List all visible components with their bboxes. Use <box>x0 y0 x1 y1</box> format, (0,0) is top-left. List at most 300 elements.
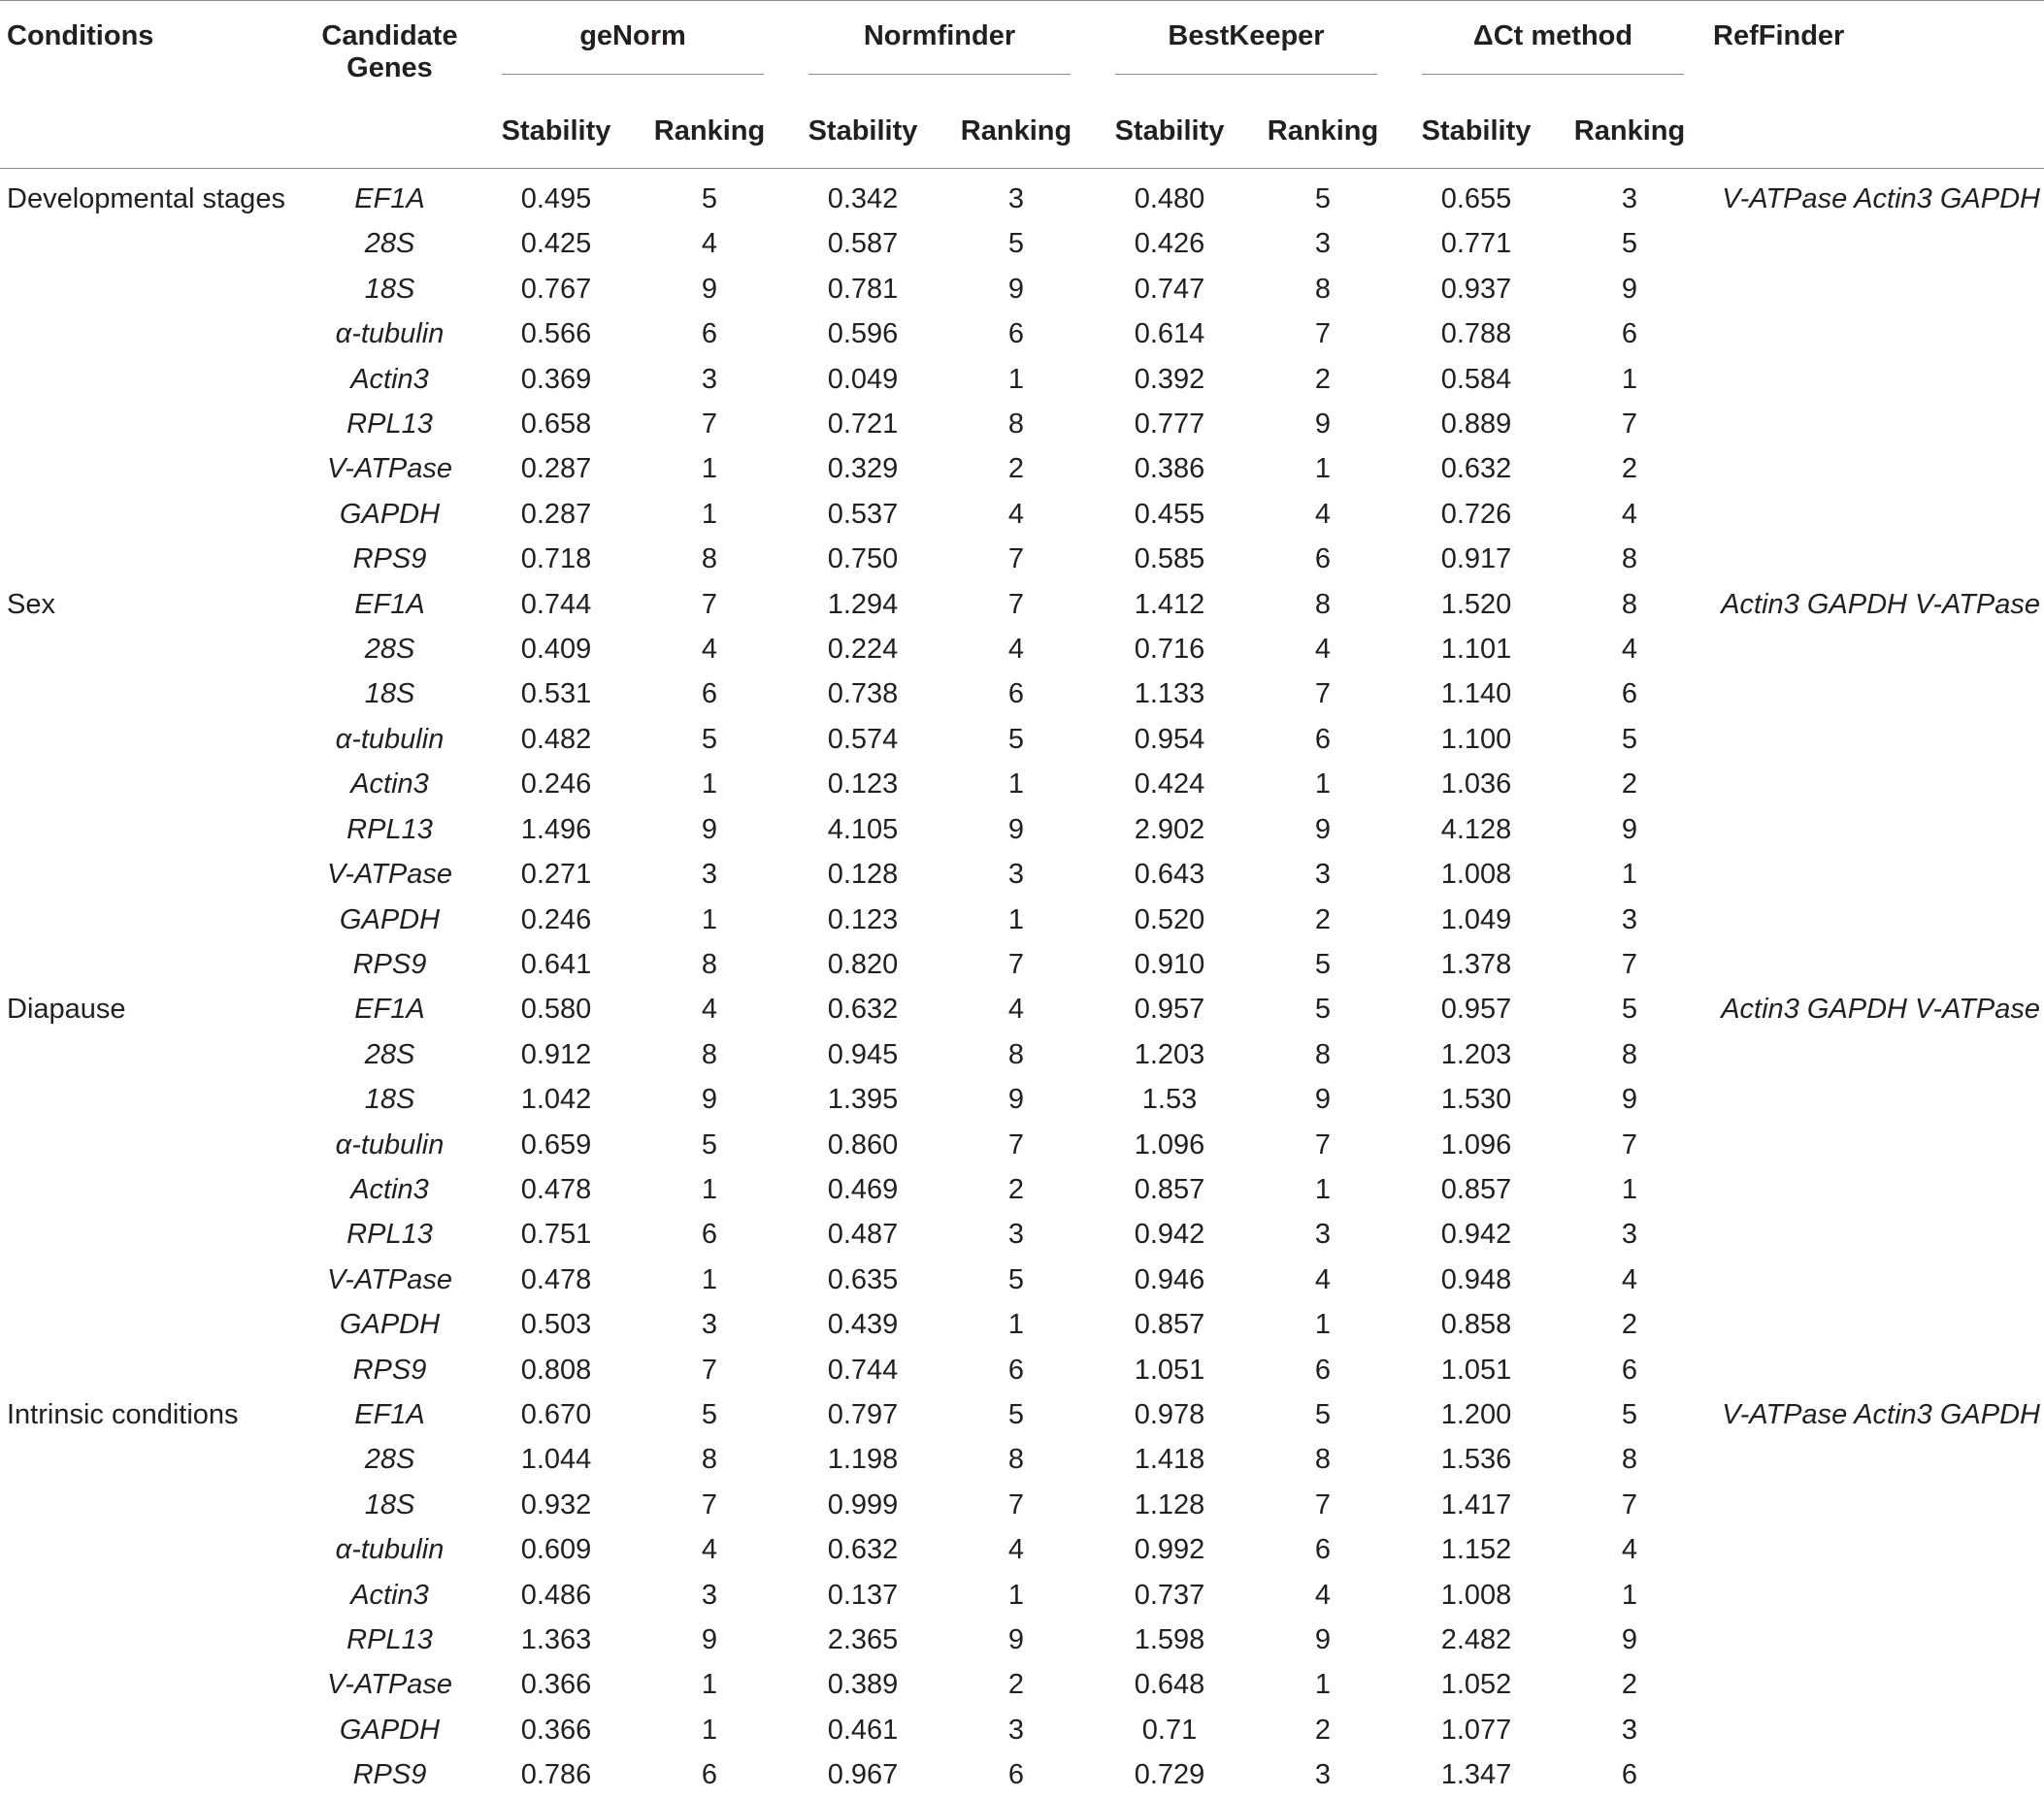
stability-cell: 1.152 <box>1440 1534 1512 1566</box>
stability-cell: 0.747 <box>1134 273 1205 305</box>
stability-cell: 0.737 <box>1134 1579 1205 1611</box>
ranking-cell: 1 <box>1007 363 1025 395</box>
ranking-cell: 8 <box>1621 1444 1638 1476</box>
header-method-delta-ct: ΔCt method <box>1400 1 1706 96</box>
condition-cell <box>0 1077 300 1122</box>
ranking-cell: 8 <box>701 1038 718 1070</box>
reffinder-cell <box>1706 1258 2044 1302</box>
table-row <box>0 1618 2044 1662</box>
stability-cell: 0.461 <box>827 1714 899 1746</box>
table-row <box>0 1527 2044 1572</box>
header-candidate-genes-line2: Genes <box>346 52 433 83</box>
condition-cell <box>0 537 300 581</box>
condition-cell <box>0 1662 300 1707</box>
stability-cell: 0.609 <box>520 1534 592 1566</box>
stability-cell: 1.036 <box>1440 768 1512 801</box>
ranking-cell: 5 <box>1621 228 1638 260</box>
ranking-cell: 7 <box>1314 318 1332 350</box>
stability-cell: 0.992 <box>1134 1534 1205 1566</box>
gene-cell: Actin3 <box>350 1173 429 1205</box>
header-method-bestkeeper: BestKeeper <box>1093 1 1400 96</box>
table-row <box>0 1573 2044 1618</box>
reffinder-cell <box>1706 267 2044 311</box>
condition-cell <box>0 492 300 537</box>
stability-cell: 0.71 <box>1141 1714 1198 1746</box>
gene-cell: EF1A <box>354 1398 425 1430</box>
table-row <box>0 987 2044 1031</box>
ranking-cell: 9 <box>1314 1084 1332 1116</box>
condition-cell <box>0 1618 300 1662</box>
condition-cell <box>0 671 300 716</box>
ranking-cell: 1 <box>1621 1173 1638 1205</box>
stability-cell: 1.042 <box>520 1084 592 1116</box>
table-row <box>0 852 2044 897</box>
ranking-cell: 8 <box>701 948 718 980</box>
reffinder-cell: Actin3 GAPDH V-ATPase <box>1721 994 2040 1026</box>
reffinder-cell <box>1706 1123 2044 1167</box>
stability-cell: 0.271 <box>520 859 592 891</box>
table-row <box>0 267 2044 311</box>
stability-cell: 0.246 <box>520 768 592 801</box>
gene-cell: RPL13 <box>346 1219 433 1251</box>
table-body <box>0 169 2044 1798</box>
ranking-cell: 9 <box>1007 273 1025 305</box>
stability-cell: 0.386 <box>1134 453 1205 485</box>
stability-cell: 0.369 <box>520 363 592 395</box>
gene-cell: α-tubulin <box>335 723 445 755</box>
reffinder-cell <box>1706 1662 2044 1707</box>
stability-cell: 0.580 <box>520 994 592 1026</box>
group-underline <box>502 74 764 75</box>
stability-cell: 1.395 <box>827 1084 899 1116</box>
group-underline <box>808 74 1071 75</box>
ranking-cell: 9 <box>1621 273 1638 305</box>
ranking-cell: 8 <box>1007 1038 1025 1070</box>
ranking-cell: 5 <box>1007 1398 1025 1430</box>
stability-cell: 0.128 <box>827 859 899 891</box>
header-ranking: Ranking <box>653 115 766 147</box>
ranking-cell: 9 <box>1621 1084 1638 1116</box>
gene-cell: α-tubulin <box>335 1534 445 1566</box>
stability-cell: 0.585 <box>1134 543 1205 575</box>
stability-cell: 0.771 <box>1440 228 1512 260</box>
reffinder-cell <box>1706 492 2044 537</box>
gene-cell: EF1A <box>354 588 425 620</box>
condition-cell: Sex <box>7 588 55 620</box>
ranking-cell: 6 <box>1314 1534 1332 1566</box>
gene-cell: V-ATPase <box>327 1669 452 1701</box>
stability-cell: 0.123 <box>827 768 899 801</box>
reffinder-cell <box>1706 1483 2044 1527</box>
stability-cell: 1.530 <box>1440 1084 1512 1116</box>
ranking-cell: 2 <box>1621 453 1638 485</box>
ranking-cell: 5 <box>1007 723 1025 755</box>
condition-cell <box>0 1573 300 1618</box>
table-row <box>0 537 2044 581</box>
stability-cell: 0.767 <box>520 273 592 305</box>
ranking-cell: 9 <box>1314 409 1332 441</box>
ranking-cell: 7 <box>1007 543 1025 575</box>
table-row <box>0 1212 2044 1257</box>
stability-cell: 0.643 <box>1134 859 1205 891</box>
table-row <box>0 1123 2044 1167</box>
stability-cell: 1.077 <box>1440 1714 1512 1746</box>
stability-cell: 0.566 <box>520 318 592 350</box>
stability-cell: 0.632 <box>827 994 899 1026</box>
header-stability: Stability <box>501 115 611 147</box>
stability-cell: 0.366 <box>520 1669 592 1701</box>
ranking-cell: 4 <box>1314 1263 1332 1295</box>
stability-cell: 0.751 <box>520 1219 592 1251</box>
stability-cell: 1.096 <box>1440 1128 1512 1161</box>
ranking-cell: 1 <box>1314 1309 1332 1341</box>
stability-cell: 0.967 <box>827 1759 899 1791</box>
stability-cell: 1.378 <box>1440 948 1512 980</box>
stability-cell: 0.574 <box>827 723 899 755</box>
stability-cell: 1.051 <box>1134 1354 1205 1386</box>
ranking-cell: 3 <box>1007 1219 1025 1251</box>
stability-cell: 1.049 <box>1440 903 1512 935</box>
ranking-cell: 6 <box>1007 1354 1025 1386</box>
stability-cell: 0.912 <box>520 1038 592 1070</box>
condition-cell <box>0 1123 300 1167</box>
ranking-cell: 3 <box>1621 1219 1638 1251</box>
ranking-cell: 5 <box>1007 228 1025 260</box>
stability-cell: 0.426 <box>1134 228 1205 260</box>
ranking-cell: 5 <box>1007 1263 1025 1295</box>
gene-cell: V-ATPase <box>327 453 452 485</box>
stability-cell: 0.857 <box>1134 1309 1205 1341</box>
ranking-cell: 4 <box>1007 634 1025 666</box>
gene-cell: Actin3 <box>350 1579 429 1611</box>
ranking-cell: 1 <box>701 1263 718 1295</box>
stability-cell: 0.946 <box>1134 1263 1205 1295</box>
ranking-cell: 5 <box>701 723 718 755</box>
stability-cell: 0.137 <box>827 1579 899 1611</box>
stability-cell: 2.365 <box>827 1624 899 1655</box>
table-row <box>0 1032 2044 1077</box>
reffinder-cell: V-ATPase Actin3 GAPDH <box>1722 183 2040 214</box>
ranking-cell: 5 <box>1621 994 1638 1026</box>
ranking-cell: 9 <box>701 273 718 305</box>
stability-cell: 1.140 <box>1440 678 1512 710</box>
gene-cell: 28S <box>364 634 415 666</box>
stability-cell: 1.101 <box>1440 634 1512 666</box>
stability-cell: 0.781 <box>827 273 899 305</box>
ranking-cell: 4 <box>1007 1534 1025 1566</box>
stability-cell: 0.857 <box>1440 1173 1512 1205</box>
ranking-cell: 9 <box>1621 1624 1638 1655</box>
stability-cell: 0.342 <box>827 183 899 214</box>
ranking-cell: 1 <box>1007 1579 1025 1611</box>
ranking-cell: 8 <box>701 543 718 575</box>
condition-cell <box>0 1527 300 1572</box>
gene-cell: α-tubulin <box>335 1128 445 1161</box>
ranking-cell: 4 <box>701 1534 718 1566</box>
ranking-cell: 6 <box>1621 678 1638 710</box>
reffinder-cell: V-ATPase Actin3 GAPDH <box>1722 1398 2040 1430</box>
ranking-cell: 6 <box>1314 543 1332 575</box>
stability-cell: 1.128 <box>1134 1488 1205 1520</box>
stability-cell: 0.287 <box>520 498 592 530</box>
reffinder-cell <box>1706 717 2044 762</box>
stability-cell: 0.808 <box>520 1354 592 1386</box>
stability-cell: 0.718 <box>520 543 592 575</box>
ranking-cell: 3 <box>1314 859 1332 891</box>
condition-cell <box>0 852 300 897</box>
gene-cell: GAPDH <box>339 1309 441 1341</box>
ranking-cell: 5 <box>1314 1398 1332 1430</box>
header-candidate-genes-line1: Candidate <box>321 20 458 51</box>
stability-cell: 0.123 <box>827 903 899 935</box>
stability-cell: 1.203 <box>1440 1038 1512 1070</box>
group-underline <box>1422 74 1684 75</box>
gene-cell: RPL13 <box>346 1624 433 1655</box>
ranking-cell: 2 <box>1007 1173 1025 1205</box>
header-method-normfinder: Normfinder <box>786 1 1093 96</box>
stability-cell: 1.347 <box>1440 1759 1512 1791</box>
stability-cell: 0.246 <box>520 903 592 935</box>
table-row <box>0 1348 2044 1392</box>
ranking-cell: 9 <box>1314 1624 1332 1655</box>
reffinder-cell <box>1706 898 2044 942</box>
stability-cell: 0.366 <box>520 1714 592 1746</box>
condition-cell <box>0 1752 300 1797</box>
condition-cell <box>0 1212 300 1257</box>
reffinder-cell <box>1706 311 2044 356</box>
table-row <box>0 1167 2044 1212</box>
ranking-cell: 1 <box>701 1714 718 1746</box>
ranking-cell: 5 <box>701 183 718 214</box>
ranking-cell: 2 <box>1314 1714 1332 1746</box>
stability-cell: 0.942 <box>1440 1219 1512 1251</box>
stability-cell: 0.478 <box>520 1173 592 1205</box>
header-ranking: Ranking <box>1573 115 1686 147</box>
reffinder-cell: Actin3 GAPDH V-ATPase <box>1721 588 2040 620</box>
gene-cell: RPL13 <box>346 409 433 441</box>
header-stability: Stability <box>808 115 918 147</box>
reffinder-cell <box>1706 762 2044 806</box>
stability-cell: 0.455 <box>1134 498 1205 530</box>
condition-cell <box>0 627 300 671</box>
ranking-cell: 6 <box>701 318 718 350</box>
ranking-cell: 8 <box>1621 1038 1638 1070</box>
ranking-cell: 1 <box>701 1669 718 1701</box>
condition-cell <box>0 762 300 806</box>
table-row <box>0 169 2044 222</box>
gene-cell: GAPDH <box>339 903 441 935</box>
gene-cell: GAPDH <box>339 1714 441 1746</box>
reffinder-cell <box>1706 1618 2044 1662</box>
gene-cell: 18S <box>364 1084 415 1116</box>
condition-cell <box>0 717 300 762</box>
ranking-cell: 2 <box>1007 1669 1025 1701</box>
stability-cell: 0.469 <box>827 1173 899 1205</box>
ranking-cell: 1 <box>701 768 718 801</box>
reffinder-cell <box>1706 1708 2044 1752</box>
table-row <box>0 671 2044 716</box>
ranking-cell: 7 <box>1314 678 1332 710</box>
ranking-cell: 5 <box>1314 994 1332 1026</box>
ranking-cell: 2 <box>1314 903 1332 935</box>
ranking-cell: 3 <box>1314 1759 1332 1791</box>
stability-cell: 2.902 <box>1134 813 1205 845</box>
gene-cell: GAPDH <box>339 498 441 530</box>
stability-cell: 1.417 <box>1440 1488 1512 1520</box>
table-row <box>0 446 2044 491</box>
ranking-cell: 8 <box>701 1444 718 1476</box>
stability-cell: 0.670 <box>520 1398 592 1430</box>
stability-cell: 1.133 <box>1134 678 1205 710</box>
reffinder-cell <box>1706 942 2044 987</box>
ranking-cell: 4 <box>1007 994 1025 1026</box>
reffinder-cell <box>1706 1302 2044 1347</box>
table-row <box>0 1437 2044 1482</box>
stability-cell: 0.957 <box>1440 994 1512 1026</box>
condition-cell <box>0 1483 300 1527</box>
ranking-cell: 1 <box>1621 1579 1638 1611</box>
ranking-cell: 3 <box>701 1309 718 1341</box>
ranking-cell: 6 <box>1007 678 1025 710</box>
gene-cell: Actin3 <box>350 363 429 395</box>
stability-cell: 0.889 <box>1440 409 1512 441</box>
ranking-cell: 3 <box>1007 1714 1025 1746</box>
stability-cell: 0.750 <box>827 543 899 575</box>
stability-cell: 1.203 <box>1134 1038 1205 1070</box>
condition-cell <box>0 221 300 266</box>
ranking-cell: 8 <box>1007 1444 1025 1476</box>
stability-cell: 0.716 <box>1134 634 1205 666</box>
condition-cell <box>0 1302 300 1347</box>
ranking-cell: 5 <box>1621 723 1638 755</box>
table-row <box>0 1483 2044 1527</box>
stability-cell: 0.635 <box>827 1263 899 1295</box>
gene-cell: 28S <box>364 1444 415 1476</box>
condition-cell <box>0 1437 300 1482</box>
ranking-cell: 4 <box>1621 1534 1638 1566</box>
ranking-cell: 7 <box>1621 1128 1638 1161</box>
header-ranking: Ranking <box>960 115 1072 147</box>
ranking-cell: 8 <box>1621 543 1638 575</box>
reffinder-cell <box>1706 537 2044 581</box>
reffinder-cell <box>1706 1527 2044 1572</box>
ranking-cell: 4 <box>1314 498 1332 530</box>
condition-cell <box>0 1032 300 1077</box>
stability-cell: 0.495 <box>520 183 592 214</box>
table-row <box>0 1392 2044 1437</box>
table-row <box>0 1662 2044 1707</box>
ranking-cell: 6 <box>701 1759 718 1791</box>
stability-cell: 1.008 <box>1440 1579 1512 1611</box>
condition-cell <box>0 898 300 942</box>
stability-cell: 0.910 <box>1134 948 1205 980</box>
stability-cell: 1.100 <box>1440 723 1512 755</box>
reffinder-cell <box>1706 1348 2044 1392</box>
stability-cell: 0.820 <box>827 948 899 980</box>
ranking-cell: 7 <box>1314 1128 1332 1161</box>
stability-cell: 1.536 <box>1440 1444 1512 1476</box>
ranking-cell: 6 <box>1314 723 1332 755</box>
header-method-genorm: geNorm <box>479 1 786 96</box>
ranking-cell: 1 <box>1007 1309 1025 1341</box>
stability-cell: 0.744 <box>520 588 592 620</box>
ranking-cell: 5 <box>1314 183 1332 214</box>
ranking-cell: 6 <box>1621 318 1638 350</box>
table-row <box>0 807 2044 852</box>
stability-cell: 0.744 <box>827 1354 899 1386</box>
stability-cell: 0.409 <box>520 634 592 666</box>
reffinder-cell <box>1706 1077 2044 1122</box>
table-row <box>0 1752 2044 1797</box>
stability-cell: 0.537 <box>827 498 899 530</box>
ranking-cell: 3 <box>1314 228 1332 260</box>
stability-cell: 0.424 <box>1134 768 1205 801</box>
ranking-cell: 9 <box>1314 813 1332 845</box>
ranking-cell: 8 <box>1314 273 1332 305</box>
reffinder-cell <box>1706 446 2044 491</box>
stability-cell: 0.726 <box>1440 498 1512 530</box>
stability-cell: 1.520 <box>1440 588 1512 620</box>
ranking-cell: 8 <box>1314 1444 1332 1476</box>
ranking-cell: 7 <box>1314 1488 1332 1520</box>
ranking-cell: 7 <box>701 1488 718 1520</box>
stability-cell: 1.363 <box>520 1624 592 1655</box>
stability-cell: 4.128 <box>1440 813 1512 845</box>
table-row <box>0 402 2044 446</box>
gene-cell: 28S <box>364 1038 415 1070</box>
ranking-cell: 9 <box>1007 1624 1025 1655</box>
stability-cell: 1.496 <box>520 813 592 845</box>
condition-cell <box>0 1258 300 1302</box>
reffinder-cell <box>1706 1752 2044 1797</box>
condition-cell: Intrinsic conditions <box>7 1398 239 1430</box>
stability-cell: 0.917 <box>1440 543 1512 575</box>
stability-cell: 0.520 <box>1134 903 1205 935</box>
condition-cell <box>0 402 300 446</box>
ranking-cell: 1 <box>1007 903 1025 935</box>
gene-cell: 18S <box>364 678 415 710</box>
ranking-cell: 6 <box>1621 1354 1638 1386</box>
stability-cell: 0.287 <box>520 453 592 485</box>
gene-cell: V-ATPase <box>327 1263 452 1295</box>
stability-cell: 0.503 <box>520 1309 592 1341</box>
stability-cell: 1.052 <box>1440 1669 1512 1701</box>
stability-cell: 0.786 <box>520 1759 592 1791</box>
ranking-cell: 4 <box>701 228 718 260</box>
stability-cell: 0.049 <box>827 363 899 395</box>
ranking-cell: 9 <box>1621 813 1638 845</box>
stability-cell: 0.614 <box>1134 318 1205 350</box>
gene-cell: 18S <box>364 273 415 305</box>
table-row <box>0 942 2044 987</box>
stability-cell: 0.932 <box>520 1488 592 1520</box>
stability-cell: 0.584 <box>1440 363 1512 395</box>
ranking-cell: 7 <box>701 1354 718 1386</box>
stability-cell: 2.482 <box>1440 1624 1512 1655</box>
ranking-cell: 1 <box>701 453 718 485</box>
stability-cell: 1.598 <box>1134 1624 1205 1655</box>
stability-cell: 0.942 <box>1134 1219 1205 1251</box>
stability-cell: 1.294 <box>827 588 899 620</box>
ranking-cell: 1 <box>1314 1669 1332 1701</box>
condition-cell <box>0 357 300 402</box>
ranking-cell: 6 <box>701 1219 718 1251</box>
stability-cell: 0.729 <box>1134 1759 1205 1791</box>
stability-cell: 0.659 <box>520 1128 592 1161</box>
reffinder-cell <box>1706 357 2044 402</box>
ranking-cell: 5 <box>701 1398 718 1430</box>
ranking-cell: 3 <box>701 859 718 891</box>
